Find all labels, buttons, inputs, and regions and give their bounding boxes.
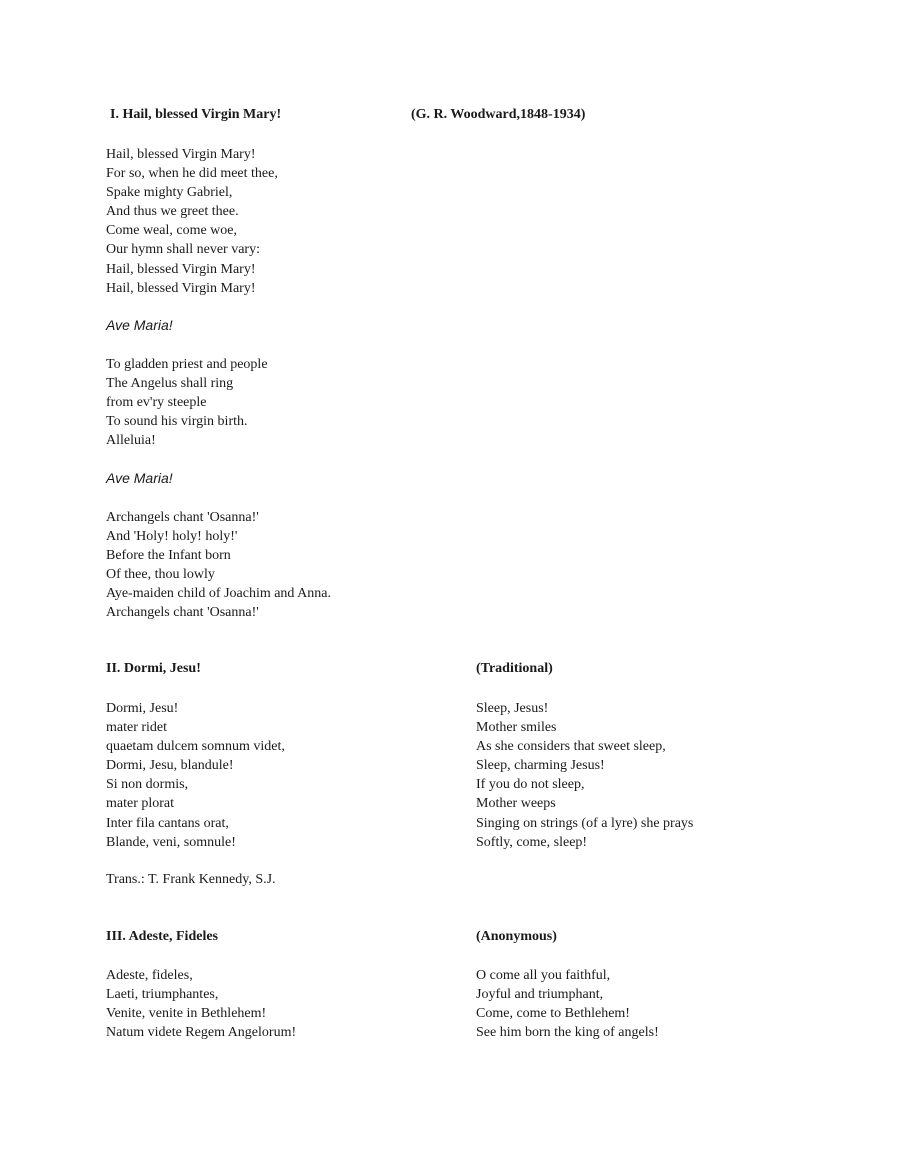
verse-line: Archangels chant 'Osanna!' bbox=[106, 510, 259, 525]
verse-line: Blande, veni, somnule! bbox=[106, 834, 236, 850]
verse-line: As she considers that sweet sleep, bbox=[476, 739, 666, 755]
song2-title: II. Dormi, Jesu! bbox=[106, 661, 201, 676]
verse-line: Hail, blessed Virgin Mary! bbox=[106, 261, 256, 277]
verse-line: Joyful and triumphant, bbox=[476, 987, 604, 1003]
song2-english-text bbox=[476, 699, 693, 852]
verse-line: To sound his virgin birth. bbox=[106, 414, 248, 430]
song3-title: III. Adeste, Fideles bbox=[106, 929, 218, 944]
verse-line: mater plorat bbox=[106, 796, 175, 812]
verse-line: For so, when he did meet thee, bbox=[106, 166, 278, 182]
verse-line: Natum videte Regem Angelorum! bbox=[106, 1025, 297, 1041]
verse-line: Sleep, charming Jesus! bbox=[476, 758, 605, 774]
verse-line: Dormi, Jesu, blandule! bbox=[106, 758, 234, 774]
verse-line: See him born the king of angels! bbox=[476, 1025, 659, 1041]
verse-line: Hail, blessed Virgin Mary! bbox=[106, 280, 256, 296]
song3-english-text bbox=[476, 966, 659, 1042]
verse-line: Archangels chant 'Osanna!' bbox=[106, 605, 259, 621]
song2-translator-credit: Trans.: T. Frank Kennedy, S.J. bbox=[106, 872, 276, 887]
verse-line: from ev'ry steeple bbox=[106, 395, 207, 411]
verse-line: Softly, come, sleep! bbox=[476, 834, 588, 850]
verse-line: And thus we greet thee. bbox=[106, 204, 239, 220]
verse-line: And 'Holy! holy! holy!' bbox=[106, 529, 238, 545]
verse-line: Of thee, thou lowly bbox=[106, 567, 215, 583]
song1-stanza2 bbox=[106, 355, 268, 450]
verse-line: Our hymn shall never vary: bbox=[106, 242, 260, 258]
song1-title: I. Hail, blessed Virgin Mary! bbox=[110, 107, 282, 122]
verse-line: Aye-maiden child of Joachim and Anna. bbox=[106, 586, 331, 602]
verse-line: The Angelus shall ring bbox=[106, 376, 234, 392]
verse-line: Inter fila cantans orat, bbox=[106, 815, 229, 831]
song1-stanza3 bbox=[106, 508, 331, 623]
song2-latin-text bbox=[106, 699, 285, 852]
song1-stanza1 bbox=[106, 145, 278, 298]
song1-author: (G. R. Woodward,1848-1934) bbox=[411, 107, 586, 122]
verse-line: Come, come to Bethlehem! bbox=[476, 1006, 630, 1022]
song1-refrain2: Ave Maria! bbox=[106, 470, 173, 486]
song3-author: (Anonymous) bbox=[476, 929, 557, 944]
verse-line: mater ridet bbox=[106, 720, 168, 736]
song2-author: (Traditional) bbox=[476, 661, 553, 676]
song1-refrain1: Ave Maria! bbox=[106, 317, 173, 333]
verse-line: Before the Infant born bbox=[106, 548, 231, 564]
verse-line: Laeti, triumphantes, bbox=[106, 987, 219, 1003]
verse-line: Sleep, Jesus! bbox=[476, 701, 549, 716]
verse-line: Singing on strings (of a lyre) she prays bbox=[476, 815, 694, 831]
verse-line: Mother smiles bbox=[476, 720, 557, 736]
verse-line: Adeste, fideles, bbox=[106, 968, 193, 983]
verse-line: To gladden priest and people bbox=[106, 357, 268, 372]
verse-line: Si non dormis, bbox=[106, 777, 189, 793]
song3-latin-text bbox=[106, 966, 296, 1042]
verse-line: If you do not sleep, bbox=[476, 777, 585, 793]
verse-line: Alleluia! bbox=[106, 433, 156, 449]
verse-line: Dormi, Jesu! bbox=[106, 701, 179, 716]
verse-line: O come all you faithful, bbox=[476, 968, 611, 983]
verse-line: Mother weeps bbox=[476, 796, 556, 812]
verse-line: quaetam dulcem somnum videt, bbox=[106, 739, 285, 755]
verse-line: Come weal, come woe, bbox=[106, 223, 238, 239]
verse-line: Venite, venite in Bethlehem! bbox=[106, 1006, 267, 1022]
verse-line: Spake mighty Gabriel, bbox=[106, 185, 233, 201]
verse-line: Hail, blessed Virgin Mary! bbox=[106, 147, 256, 162]
